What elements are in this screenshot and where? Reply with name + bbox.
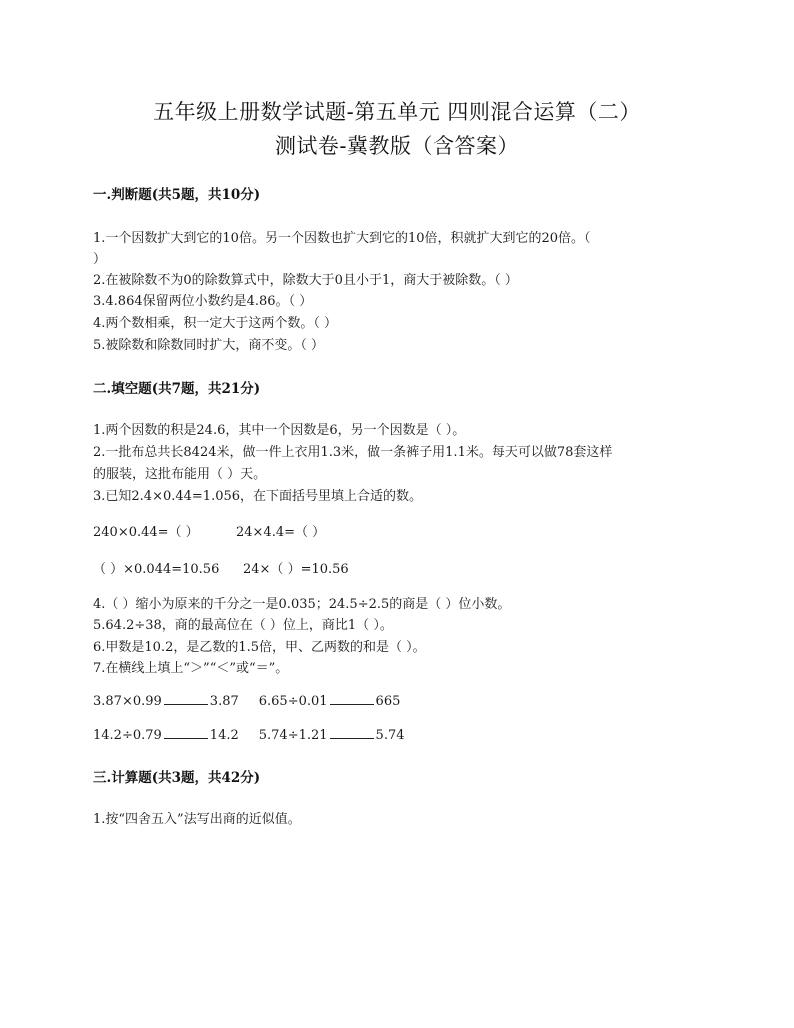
compare-2b-right: 5.74: [375, 728, 405, 743]
fill-question-1: 1.两个因数的积是24.6，其中一个因数是6，另一个因数是（ ）。: [93, 423, 466, 438]
fill-question-5: 5.64.2÷38，商的最高位在（ ）位上，商比1（ ）。: [93, 618, 393, 633]
section-heading-calc: 三.计算题(共3题，共42分): [93, 770, 261, 786]
compare-1b-blank[interactable]: [330, 692, 374, 705]
title-line-1: 五年级上册数学试题-第五单元 四则混合运算（二）: [153, 100, 641, 124]
judge-question-1-cont: ）: [93, 252, 107, 267]
fill-question-7: 7.在横线上填上“＞”“＜”或“＝”。: [93, 661, 289, 676]
judge-question-4: 4.两个数相乘，积一定大于这两个数。（ ）: [93, 316, 338, 331]
compare-1a-blank[interactable]: [164, 692, 208, 705]
fill-question-4: 4.（ ）缩小为原来的千分之一是0.035；24.5÷2.5的商是（ ）位小数。: [93, 597, 511, 612]
compare-2a-left: 14.2÷0.79: [93, 728, 162, 743]
judge-question-3: 3.4.864保留两位小数约是4.86。（ ）: [93, 294, 313, 309]
section-heading-judge: 一.判断题(共5题，共10分): [93, 187, 261, 203]
compare-1b-left: 6.65÷0.01: [258, 694, 328, 709]
fill-question-3: 3.已知2.4×0.44=1.056，在下面括号里填上合适的数。: [93, 489, 423, 504]
fill-question-2-cont: 的服装，这批布能用（ ）天。: [93, 467, 267, 482]
compare-row-2: [93, 726, 405, 743]
compare-1a-right: 3.87: [209, 694, 239, 709]
fill-q3-row-1-left: 240×0.44=（ ）: [93, 525, 199, 540]
judge-question-5: 5.被除数和除数同时扩大，商不变。（ ）: [93, 338, 325, 353]
section-heading-fill: 二.填空题(共7题，共21分): [93, 381, 261, 397]
compare-2b-left: 5.74÷1.21: [258, 728, 328, 743]
judge-question-1: 1.一个因数扩大到它的10倍。另一个因数也扩大到它的10倍，积就扩大到它的20倍。（: [93, 231, 591, 246]
calc-question-1: 1.按“四舍五入”法写出商的近似值。: [93, 812, 301, 827]
fill-q3-row-2-left: （ ）×0.044=10.56: [93, 562, 220, 577]
fill-question-2: 2.一批布总共长8424米，做一件上衣用1.3米，做一条裤子用1.1米。每天可以做78套这样: [93, 445, 613, 460]
fill-question-6: 6.甲数是10.2，是乙数的1.5倍，甲、乙两数的和是（ ）。: [93, 640, 426, 655]
compare-1a-left: 3.87×0.99: [93, 694, 162, 709]
compare-row-1: [93, 692, 400, 709]
compare-2b-blank[interactable]: [330, 726, 374, 739]
compare-2a-right: 14.2: [209, 728, 239, 743]
compare-1b-right: 665: [375, 694, 401, 709]
title-line-2: 测试卷-冀教版（含答案）: [274, 134, 520, 158]
compare-2a-blank[interactable]: [164, 726, 208, 739]
fill-q3-row-2-right: 24×（ ）=10.56: [243, 562, 349, 577]
judge-question-2: 2.在被除数不为0的除数算式中，除数大于0且小于1，商大于被除数。（ ）: [93, 273, 518, 288]
fill-q3-row-1-right: 24×4.4=（ ）: [236, 525, 326, 540]
